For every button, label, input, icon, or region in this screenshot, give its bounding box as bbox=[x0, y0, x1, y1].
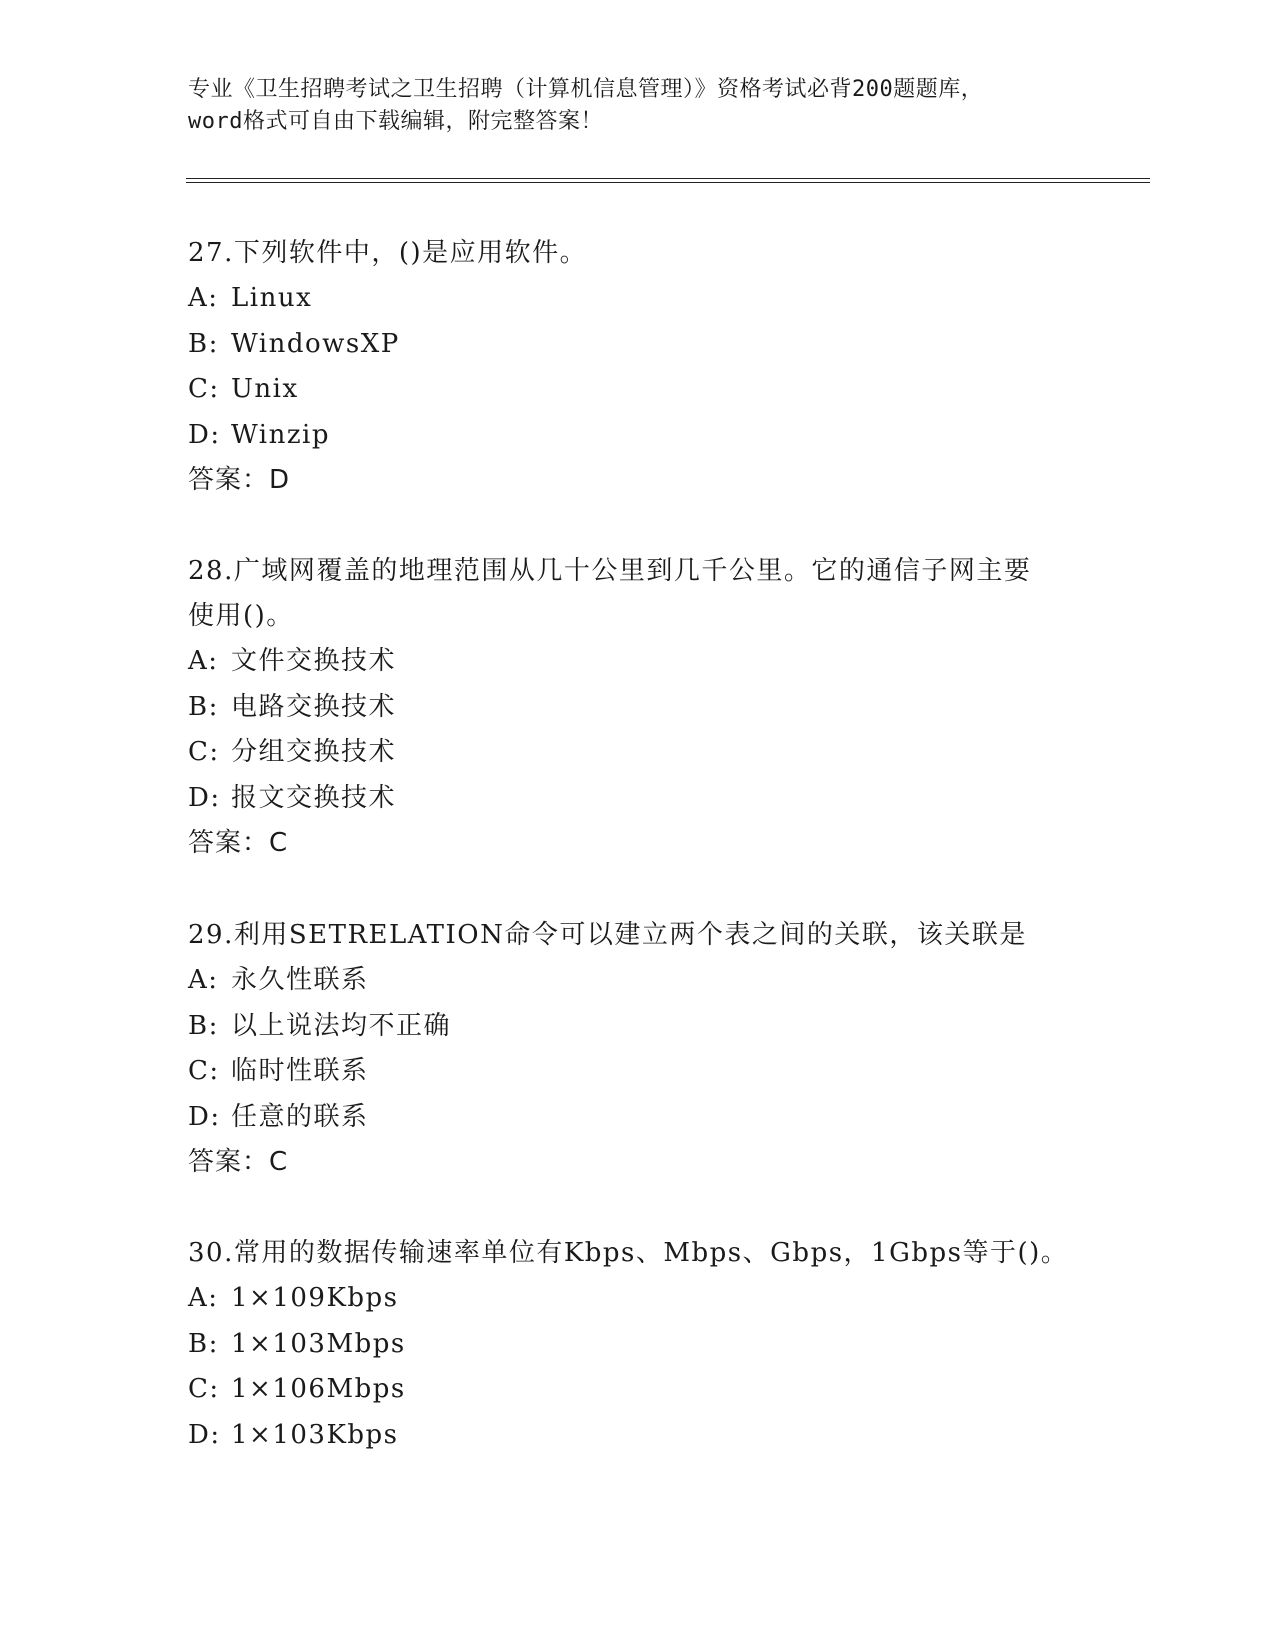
option-b bbox=[188, 1322, 1108, 1368]
question-29 bbox=[188, 913, 1108, 1184]
answer: 答案：C bbox=[188, 1147, 289, 1177]
option-c bbox=[188, 1049, 1108, 1095]
option-text: 文件交换技术 bbox=[231, 646, 397, 676]
option-text: 1×103Mbps bbox=[231, 1328, 406, 1359]
header-divider-top bbox=[186, 178, 1150, 179]
option-b bbox=[188, 1004, 1108, 1050]
question-30 bbox=[188, 1231, 1108, 1458]
option-text: Linux bbox=[231, 283, 313, 313]
option-key: B: bbox=[188, 328, 219, 359]
option-text: WindowsXP bbox=[231, 328, 400, 359]
option-key: C: bbox=[188, 1374, 220, 1404]
answer: 答案：C bbox=[188, 828, 289, 858]
option-c bbox=[188, 730, 1108, 776]
option-key: C: bbox=[188, 1056, 220, 1086]
option-text: 1×109Kbps bbox=[231, 1283, 399, 1313]
option-key: D: bbox=[188, 419, 221, 450]
option-d bbox=[188, 1413, 1108, 1459]
option-text: Unix bbox=[231, 374, 299, 404]
question-stem-line-2: 使用()。 bbox=[188, 601, 294, 631]
option-key: A: bbox=[188, 646, 219, 676]
option-c bbox=[188, 367, 1108, 413]
option-key: D: bbox=[188, 782, 221, 813]
option-text: 1×106Mbps bbox=[231, 1374, 406, 1404]
option-key: A: bbox=[188, 1283, 219, 1313]
header-divider-bottom bbox=[186, 182, 1150, 183]
option-key: C: bbox=[188, 737, 220, 767]
option-text: 分组交换技术 bbox=[231, 737, 397, 767]
question-stem-line-1: 28.广域网覆盖的地理范围从几十公里到几千公里。它的通信子网主要 bbox=[188, 556, 1032, 586]
option-key: A: bbox=[188, 965, 219, 995]
option-text: 1×103Kbps bbox=[231, 1419, 399, 1450]
option-key: B: bbox=[188, 1010, 219, 1041]
option-key: C: bbox=[188, 374, 220, 404]
question-stem: 27.下列软件中，()是应用软件。 bbox=[188, 238, 588, 268]
option-a bbox=[188, 1276, 1108, 1322]
option-a bbox=[188, 958, 1108, 1004]
option-c bbox=[188, 1367, 1108, 1413]
option-text: Winzip bbox=[231, 419, 330, 450]
question-27 bbox=[188, 231, 1108, 502]
option-text: 以上说法均不正确 bbox=[231, 1010, 452, 1041]
option-text: 永久性联系 bbox=[231, 965, 369, 995]
option-b bbox=[188, 685, 1108, 731]
option-d bbox=[188, 413, 1108, 459]
option-key: B: bbox=[188, 691, 219, 722]
option-text: 任意的联系 bbox=[231, 1101, 369, 1132]
option-d bbox=[188, 776, 1108, 822]
option-d bbox=[188, 1095, 1108, 1141]
option-text: 报文交换技术 bbox=[231, 782, 397, 813]
option-key: B: bbox=[188, 1328, 219, 1359]
header-line-2: word格式可自由下载编辑，附完整答案！ bbox=[188, 109, 603, 134]
option-text: 临时性联系 bbox=[231, 1056, 369, 1086]
question-stem: 30.常用的数据传输速率单位有Kbps、Mbps、Gbps，1Gbps等于()。 bbox=[188, 1238, 1069, 1268]
option-a bbox=[188, 276, 1108, 322]
answer: 答案：D bbox=[188, 465, 291, 495]
option-key: A: bbox=[188, 283, 219, 313]
option-text: 电路交换技术 bbox=[231, 691, 397, 722]
option-b bbox=[188, 322, 1108, 368]
question-stem: 29.利用SETRELATION命令可以建立两个表之间的关联，该关联是 bbox=[188, 920, 1027, 950]
question-28 bbox=[188, 549, 1108, 865]
option-key: D: bbox=[188, 1101, 221, 1132]
header-line-1: 专业《卫生招聘考试之卫生招聘（计算机信息管理）》资格考试必背200题题库， bbox=[188, 77, 984, 102]
option-key: D: bbox=[188, 1419, 221, 1450]
option-a bbox=[188, 639, 1108, 685]
document-header bbox=[188, 74, 1088, 138]
